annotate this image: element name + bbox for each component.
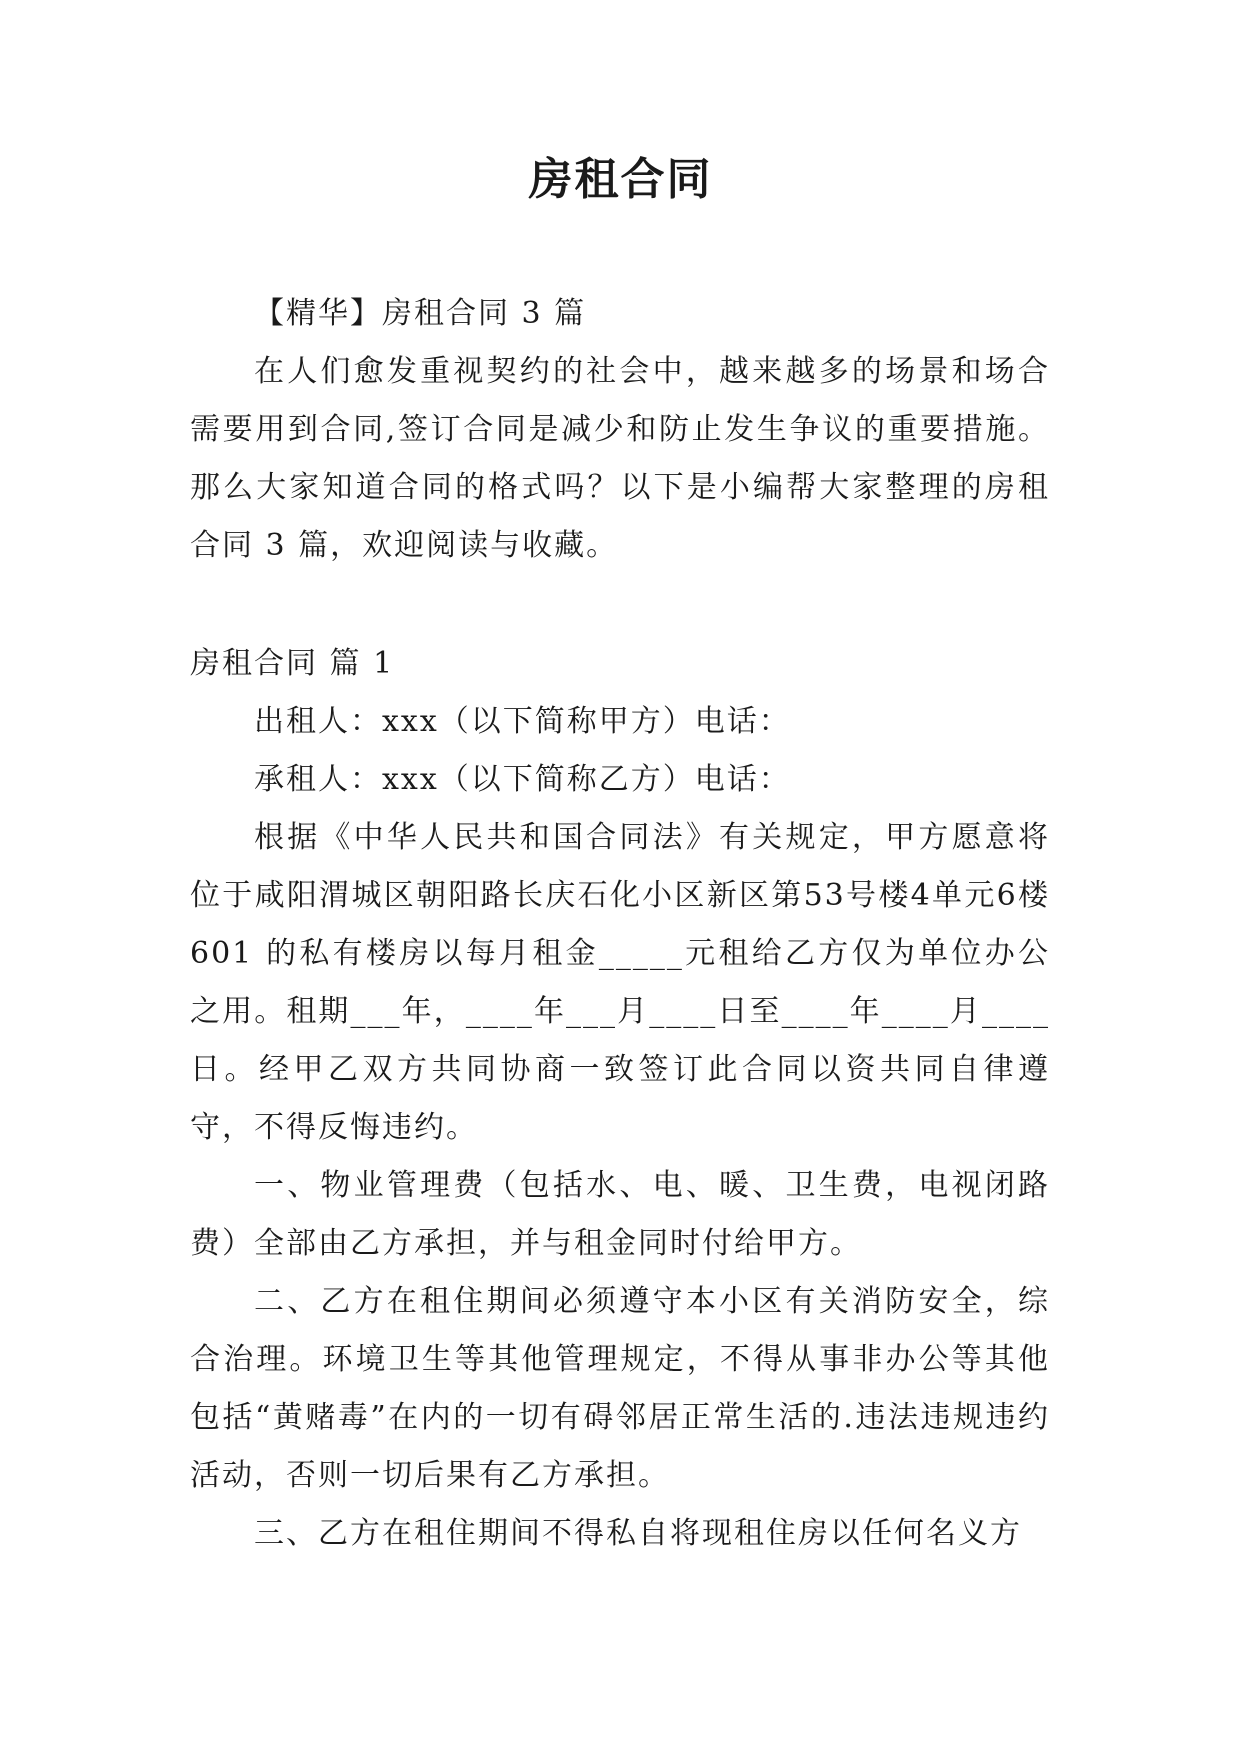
intro-paragraph: 在人们愈发重视契约的社会中，越来越多的场景和场合需要用到合同,签订合同是减少和防止发生争议的重要措施。那么大家知道合同的格式吗？以下是小编帮大家整理的房租合同 3 篇，欢迎阅读与收藏。 xyxy=(190,354,1050,563)
section-1 xyxy=(190,635,1050,1563)
section-heading: 房租合同 篇 1 xyxy=(190,646,395,681)
clause-2: 二、乙方在租住期间必须遵守本小区有关消防安全，综合治理。环境卫生等其他管理规定，不得从事非办公等其他包括“黄赌毒”在内的一切有碍邻居正常生活的.违法违规违约活动，否则一切后果有乙方承担。 xyxy=(190,1284,1050,1493)
basis-paragraph: 根据《中华人民共和国合同法》有关规定，甲方愿意将位于咸阳渭城区朝阳路长庆石化小区新区第53号楼4单元6楼 601 的私有楼房以每月租金_____元租给乙方仅为单位办公之用。租期___年，____年___月____日至____年____月____日。经甲乙双方共同协商一致签订此合同以资共同自律遵守，不得反悔违约。 xyxy=(190,820,1050,1145)
intro-block xyxy=(190,285,1050,575)
clause-1: 一、物业管理费（包括水、电、暖、卫生费，电视闭路费）全部由乙方承担，并与租金同时付给甲方。 xyxy=(190,1168,1050,1261)
document-title: 房租合同 xyxy=(528,154,713,205)
clause-3: 三、乙方在租住期间不得私自将现租住房以任何名义方 xyxy=(254,1516,1022,1551)
intro-subtitle: 【精华】房租合同 3 篇 xyxy=(254,296,587,331)
lessor-line: 出租人：xxx（以下简称甲方）电话： xyxy=(254,704,791,739)
lessee-line: 承租人：xxx（以下简称乙方）电话： xyxy=(254,762,791,797)
